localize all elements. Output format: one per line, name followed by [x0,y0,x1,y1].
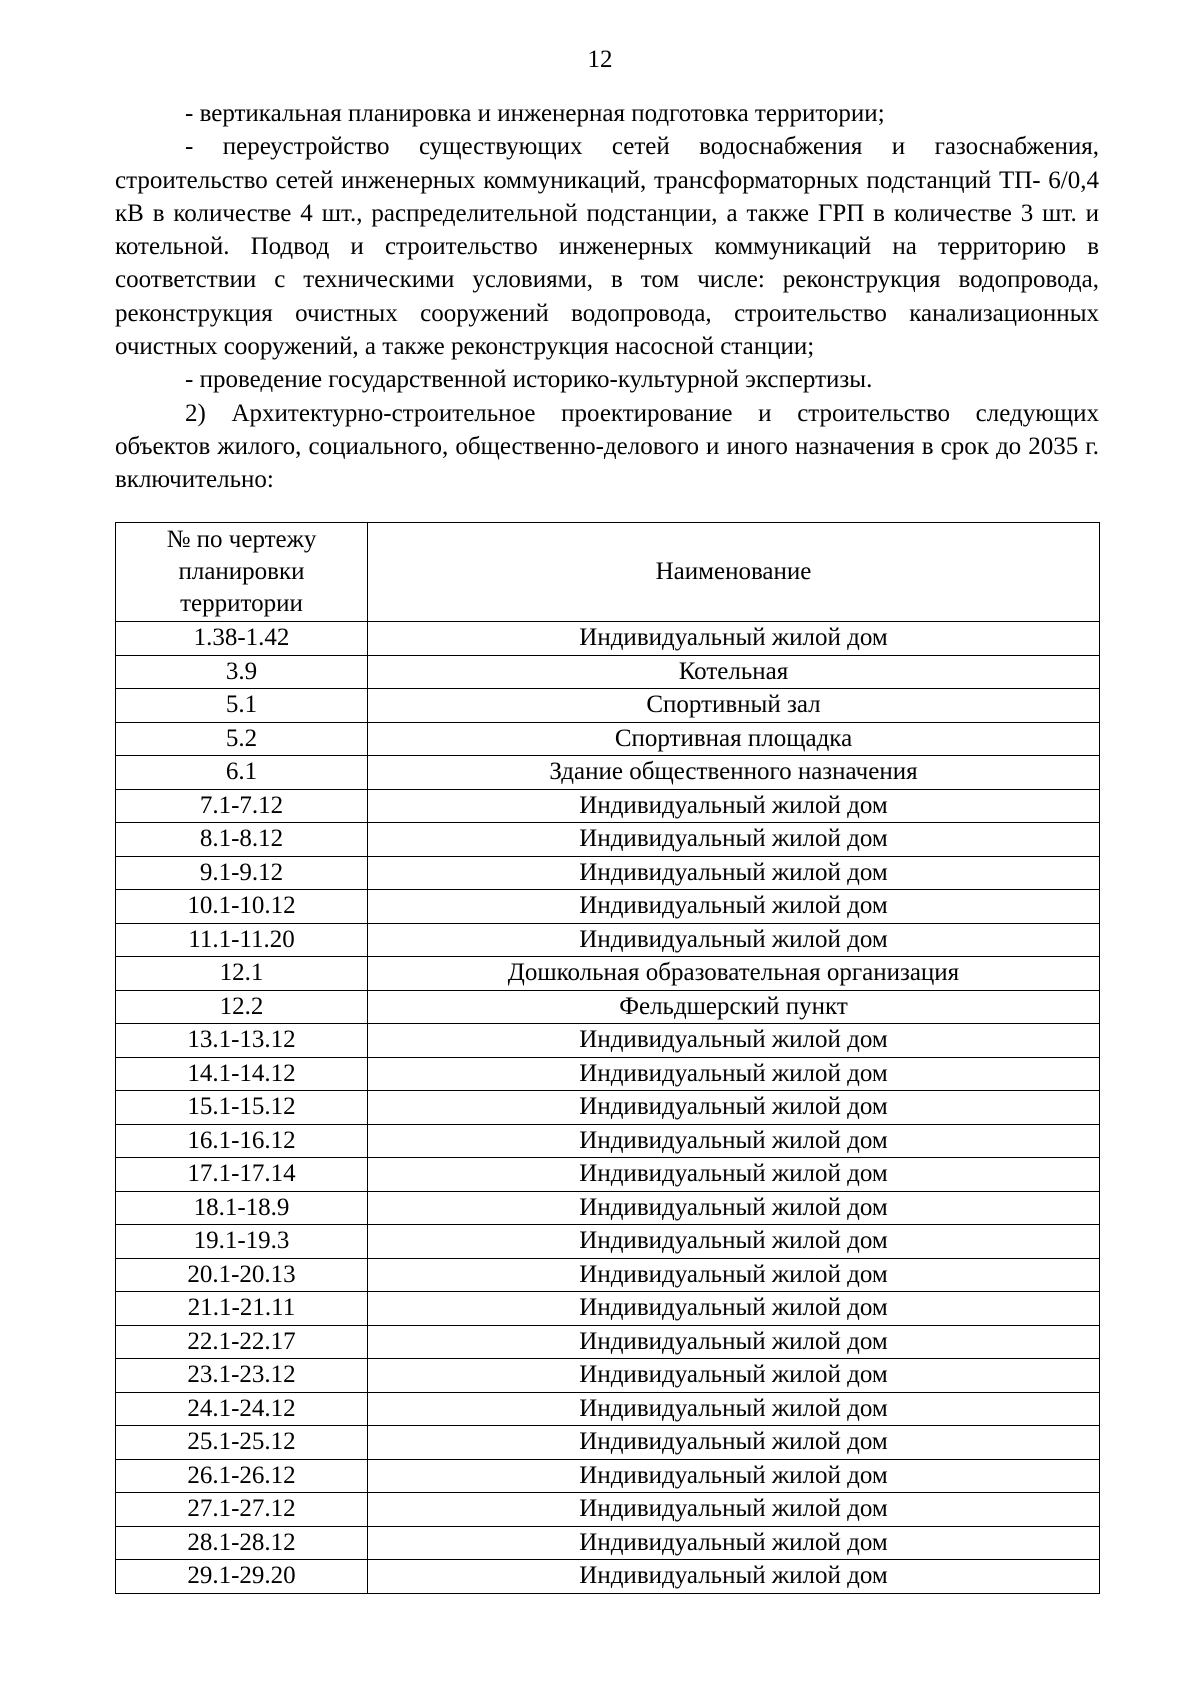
cell-object-name: Индивидуальный жилой дом [368,1426,1100,1460]
cell-object-name: Индивидуальный жилой дом [368,1158,1100,1192]
cell-drawing-number: 25.1-25.12 [116,1426,368,1460]
table-row [116,1258,1100,1292]
cell-object-name: Индивидуальный жилой дом [368,1560,1100,1594]
cell-drawing-number: 7.1-7.12 [116,789,368,823]
cell-drawing-number: 21.1-21.11 [116,1292,368,1326]
cell-object-name: Котельная [368,655,1100,689]
table-row [116,957,1100,991]
table-row [116,923,1100,957]
cell-drawing-number: 23.1-23.12 [116,1359,368,1393]
cell-drawing-number: 15.1-15.12 [116,1091,368,1125]
cell-drawing-number: 8.1-8.12 [116,823,368,857]
cell-object-name: Индивидуальный жилой дом [368,1292,1100,1326]
cell-object-name: Индивидуальный жилой дом [368,1359,1100,1393]
cell-object-name: Индивидуальный жилой дом [368,1057,1100,1091]
table-row [116,689,1100,723]
paragraph-networks-reconstruction: - переустройство существующих сетей водоснабжения и газоснабжения, строительство сетей инженерных коммуникаций, трансформаторных подстанций ТП- 6/0,4 кВ в количестве 4 шт., распределительной подстанции, а также ГРП в количестве 3 шт. и котельной. Подвод и строительство инженерных коммуникаций на территорию в соответствии с техническими условиями, в том числе: реконструкция водопровода, реконструкция очистных сооружений водопровода, строительство канализационных очистных сооружений, а также реконструкция насосной станции; [115,133,1099,361]
table-row [116,1493,1100,1527]
table-row [116,1359,1100,1393]
cell-object-name: Индивидуальный жилой дом [368,1392,1100,1426]
page-number: 12 [587,46,613,73]
cell-object-name: Индивидуальный жилой дом [368,1325,1100,1359]
cell-drawing-number: 5.2 [116,722,368,756]
cell-object-name: Индивидуальный жилой дом [368,923,1100,957]
cell-drawing-number: 17.1-17.14 [116,1158,368,1192]
table-row [116,890,1100,924]
cell-object-name: Фельдшерский пункт [368,990,1100,1024]
table-row [116,622,1100,656]
cell-object-name: Индивидуальный жилой дом [368,1493,1100,1527]
cell-drawing-number: 24.1-24.12 [116,1392,368,1426]
cell-object-name: Индивидуальный жилой дом [368,856,1100,890]
cell-drawing-number: 20.1-20.13 [116,1258,368,1292]
paragraph-architecture-construction: 2) Архитектурно-строительное проектирование и строительство следующих объектов жилого, социального, общественно-делового и иного назначения в срок до 2035 г. включительно: [115,399,1099,494]
table-row [116,1526,1100,1560]
objects-table [115,522,1100,1594]
cell-drawing-number: 10.1-10.12 [116,890,368,924]
table-row [116,1191,1100,1225]
cell-drawing-number: 29.1-29.20 [116,1560,368,1594]
table-row [116,990,1100,1024]
cell-object-name: Индивидуальный жилой дом [368,890,1100,924]
header-drawing-number: № по чертежу планировки территории [116,523,368,622]
table-row [116,1325,1100,1359]
table-row [116,1392,1100,1426]
cell-object-name: Индивидуальный жилой дом [368,1258,1100,1292]
cell-drawing-number: 3.9 [116,655,368,689]
table-row [116,1057,1100,1091]
cell-drawing-number: 26.1-26.12 [116,1459,368,1493]
cell-drawing-number: 1.38-1.42 [116,622,368,656]
table-row [116,1225,1100,1259]
cell-object-name: Индивидуальный жилой дом [368,1124,1100,1158]
table-row [116,1091,1100,1125]
cell-drawing-number: 12.2 [116,990,368,1024]
table-body [116,622,1100,1594]
table-row [116,756,1100,790]
cell-object-name: Дошкольная образовательная организация [368,957,1100,991]
body-text [115,97,1099,497]
table-row [116,1024,1100,1058]
cell-drawing-number: 28.1-28.12 [116,1526,368,1560]
table-row [116,1124,1100,1158]
cell-object-name: Индивидуальный жилой дом [368,1191,1100,1225]
cell-drawing-number: 18.1-18.9 [116,1191,368,1225]
header-name: Наименование [368,523,1100,622]
cell-object-name: Индивидуальный жилой дом [368,1526,1100,1560]
cell-object-name: Спортивный зал [368,689,1100,723]
cell-drawing-number: 16.1-16.12 [116,1124,368,1158]
table-row [116,1426,1100,1460]
cell-drawing-number: 22.1-22.17 [116,1325,368,1359]
cell-object-name: Здание общественного назначения [368,756,1100,790]
cell-drawing-number: 11.1-11.20 [116,923,368,957]
cell-object-name: Индивидуальный жилой дом [368,1459,1100,1493]
cell-drawing-number: 6.1 [116,756,368,790]
table-row [116,655,1100,689]
cell-object-name: Индивидуальный жилой дом [368,1225,1100,1259]
table-row [116,789,1100,823]
table-row [116,1292,1100,1326]
cell-drawing-number: 5.1 [116,689,368,723]
cell-object-name: Индивидуальный жилой дом [368,1024,1100,1058]
cell-object-name: Спортивная площадка [368,722,1100,756]
table-header-row [116,523,1100,622]
cell-drawing-number: 12.1 [116,957,368,991]
cell-drawing-number: 19.1-19.3 [116,1225,368,1259]
cell-object-name: Индивидуальный жилой дом [368,1091,1100,1125]
table-row [116,1560,1100,1594]
table-row [116,722,1100,756]
cell-object-name: Индивидуальный жилой дом [368,789,1100,823]
cell-drawing-number: 13.1-13.12 [116,1024,368,1058]
cell-object-name: Индивидуальный жилой дом [368,823,1100,857]
table-row [116,1158,1100,1192]
paragraph-vertical-planning: - вертикальная планировка и инженерная подготовка территории; [185,100,885,127]
cell-drawing-number: 27.1-27.12 [116,1493,368,1527]
table-row [116,856,1100,890]
table-row [116,1459,1100,1493]
paragraph-cultural-expertise: - проведение государственной историко-культурной экспертизы. [185,366,873,394]
cell-drawing-number: 9.1-9.12 [116,856,368,890]
cell-object-name: Индивидуальный жилой дом [368,622,1100,656]
table-row [116,823,1100,857]
cell-drawing-number: 14.1-14.12 [116,1057,368,1091]
